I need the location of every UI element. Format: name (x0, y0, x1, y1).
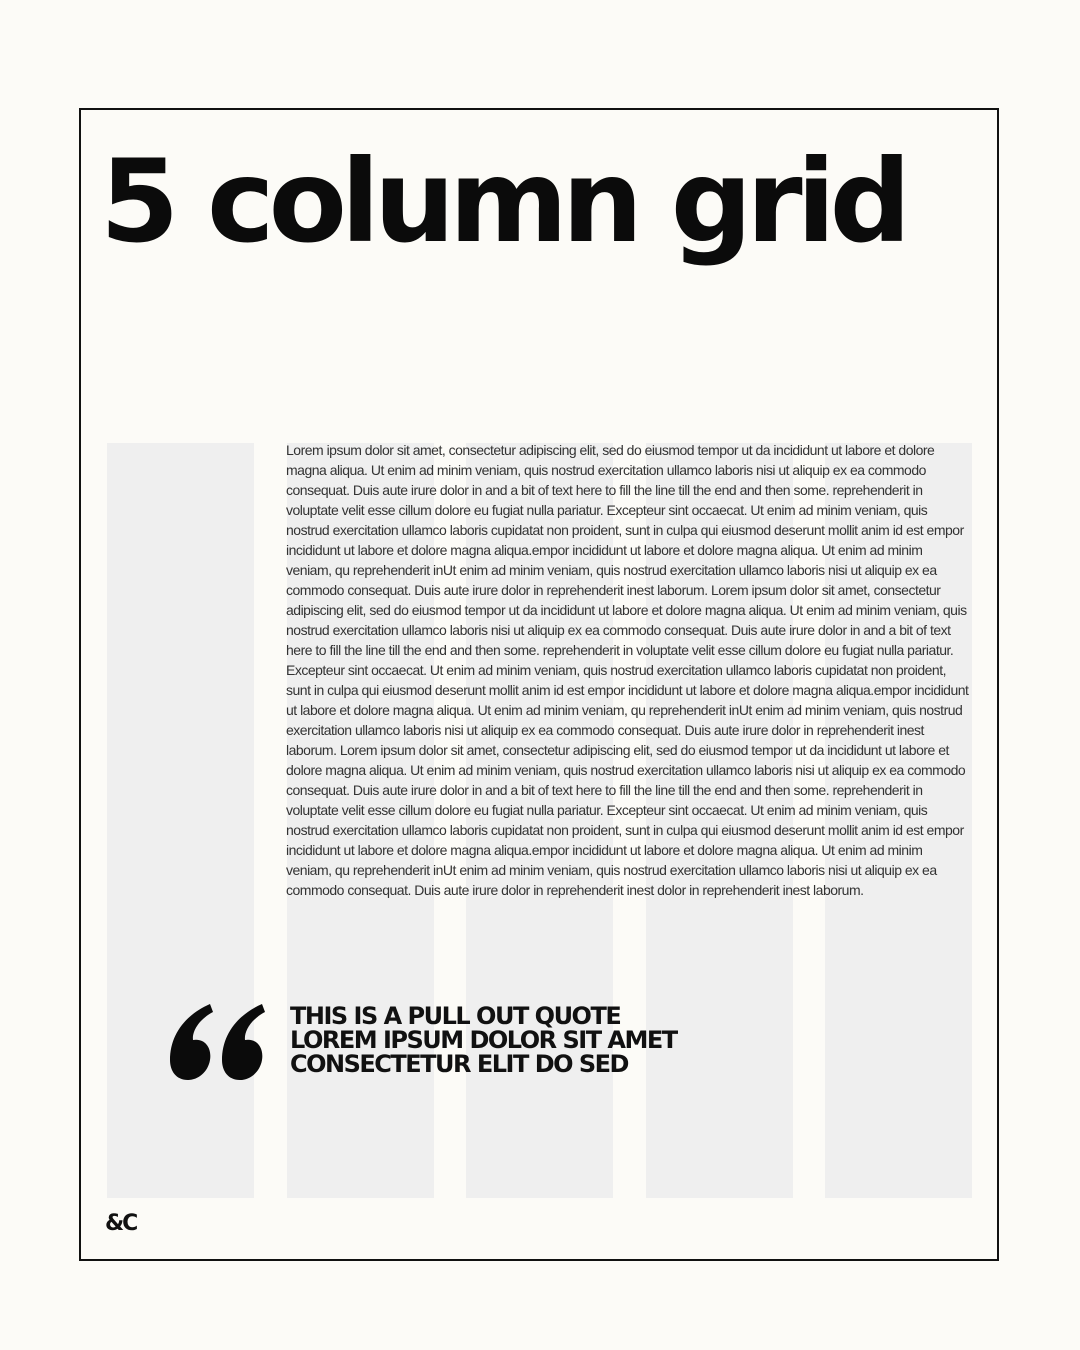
page-title: 5 column grid (100, 135, 906, 268)
quote-mark-icon (160, 990, 270, 1090)
pull-quote-line: THIS IS A PULL OUT QUOTE (290, 1002, 621, 1030)
body-text: Lorem ipsum dolor sit amet, consectetur adipiscing elit, sed do eiusmod tempor ut da incididunt ut labore et dolore magna aliqua. Ut enim ad minim veniam, quis nostrud exercitation ullamco laboris nisi ut aliquip ex ea commodo consequat. Duis aute irure dolor in and a bit of text here to fill the line till the end and then some. reprehenderit in voluptate velit esse cillum dolore eu fugiat nulla pariatur. Excepteur sint occaecat. Ut enim ad minim veniam, quis nostrud exercitation ullamco laboris cupidatat non proident, sunt in culpa qui eiusmod deserunt mollit anim id est empor incididunt ut labore et dolore magna aliqua.empor incididunt ut labore et dolore magna aliqua. Ut enim ad minim veniam, qu reprehenderit inUt enim ad minim veniam, quis nostrud exercitation ullamco laboris nisi ut aliquip ex ea commodo consequat. Duis aute irure dolor in reprehenderit inest laborum. Lorem ipsum dolor sit amet, consectetur adipiscing elit, sed do eiusmod tempor ut da incididunt ut labore et dolore magna aliqua. Ut enim ad minim veniam, quis nostrud exercitation ullamco laboris nisi ut aliquip ex ea commodo consequat. Duis aute irure dolor in and a bit of text here to fill the line till the end and then some. reprehenderit in voluptate velit esse cillum dolore eu fugiat nulla pariatur. Excepteur sint occaecat. Ut enim ad minim veniam, quis nostrud exercitation ullamco laboris cupidatat non proident, sunt in culpa qui eiusmod deserunt mollit anim id est empor incididunt ut labore et dolore magna aliqua.empor incididunt ut labore et dolore magna aliqua. Ut enim ad minim veniam, qu reprehenderit inUt enim ad minim veniam, quis nostrud exercitation ullamco laboris nisi ut aliquip ex ea commodo consequat. Duis aute irure dolor in reprehenderit inest laborum. Lorem ipsum dolor sit amet, consectetur adipiscing elit, sed do eiusmod tempor ut da incididunt ut labore et dolore magna aliqua. Ut enim ad minim veniam, quis nostrud exercitation ullamco laboris nisi ut aliquip ex ea commodo consequat. Duis aute irure dolor in and a bit of text here to fill the line till the end and then some. reprehenderit in voluptate velit esse cillum dolore eu fugiat nulla pariatur. Excepteur sint occaecat. Ut enim ad minim veniam, quis nostrud exercitation ullamco laboris cupidatat non proident, sunt in culpa qui eiusmod deserunt mollit anim id est empor incididunt ut labore et dolore magna aliqua.empor incididunt ut labore et dolore magna aliqua. Ut enim ad minim veniam, qu reprehenderit inUt enim ad minim veniam, quis nostrud exercitation ullamco laboris nisi ut aliquip ex ea commodo consequat. Duis aute irure dolor in reprehenderit inest dolor in reprehenderit inest laborum. (286, 442, 969, 898)
pull-quote (290, 1004, 730, 1076)
brand-logo: &C (105, 1211, 137, 1236)
pull-quote-line: LOREM IPSUM DOLOR SIT AMET (290, 1026, 677, 1054)
pull-quote-line: CONSECTETUR ELIT DO SED (290, 1050, 628, 1078)
